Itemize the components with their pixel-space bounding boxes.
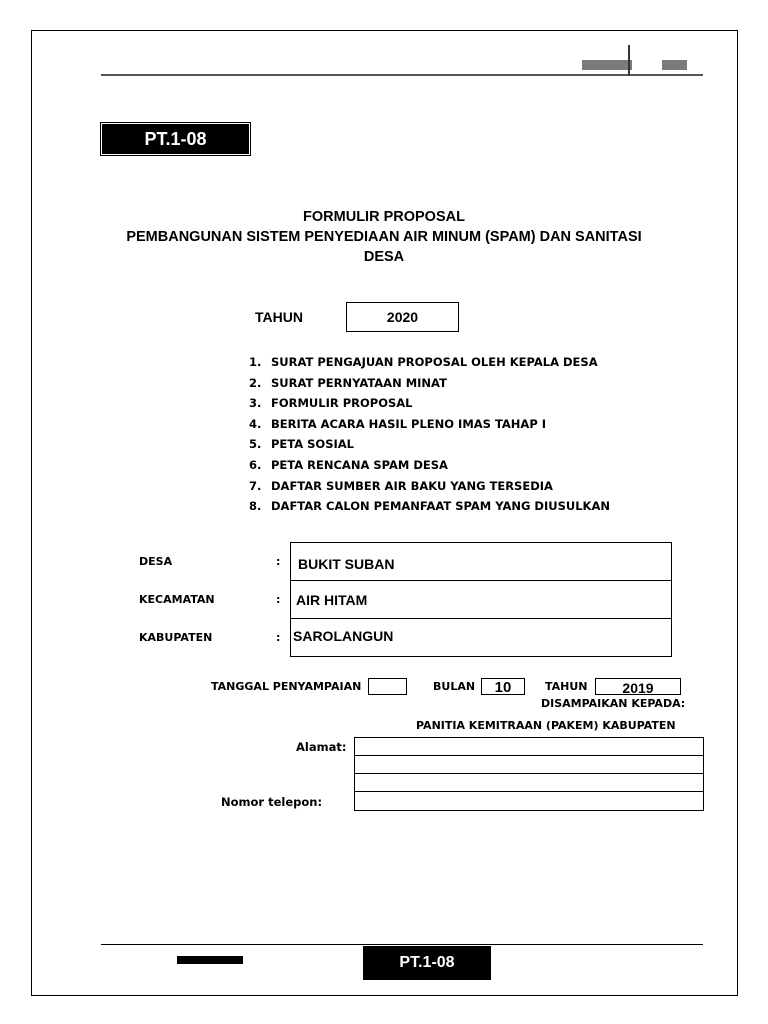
header-tick <box>628 45 630 75</box>
footer-bar <box>177 956 243 964</box>
alamat-field-3[interactable] <box>354 773 704 792</box>
requirements-list <box>249 355 669 520</box>
form-title: FORMULIR PROPOSAL <box>303 209 465 225</box>
bulan-field[interactable]: 10 <box>481 678 525 695</box>
list-item: 3. FORMULIR PROPOSAL <box>249 396 413 411</box>
alamat-label: Alamat: <box>296 740 347 754</box>
header-rule <box>101 74 703 76</box>
telepon-field[interactable] <box>354 791 704 811</box>
submission-tahun-label: TAHUN <box>545 680 588 693</box>
tahun-field[interactable]: 2020 <box>346 302 459 332</box>
tanggal-label: TANGGAL PENYAMPAIAN <box>211 680 362 693</box>
desa-label: DESA <box>139 555 173 568</box>
list-item: 4. BERITA ACARA HASIL PLENO IMAS TAHAP I <box>249 416 547 431</box>
footer-rule <box>101 944 703 945</box>
list-item: 8. DAFTAR CALON PEMANFAAT SPAM YANG DIUSULKAN <box>249 499 610 514</box>
list-item: 5. PETA SOSIAL <box>249 437 354 452</box>
footer-code-badge: PT.1-08 <box>363 946 491 980</box>
header-block-right <box>662 60 687 70</box>
disampaikan-label: DISAMPAIKAN KEPADA: <box>541 697 686 710</box>
list-item: 7. DAFTAR SUMBER AIR BAKU YANG TERSEDIA <box>249 478 553 493</box>
doc-code-badge: PT.1-08 <box>102 124 249 154</box>
submission-tahun-field[interactable]: 2019 <box>595 678 681 695</box>
list-item: 2. SURAT PERNYATAAN MINAT <box>249 375 447 390</box>
list-item: 6. PETA RENCANA SPAM DESA <box>249 457 448 472</box>
kabupaten-label: KABUPATEN <box>139 631 213 644</box>
kecamatan-field[interactable]: AIR HITAM <box>296 592 368 608</box>
location-row-divider <box>290 618 672 619</box>
form-subtitle: PEMBANGUNAN SISTEM PENYEDIAAN AIR MINUM (SPAM) DAN SANITASI <box>126 229 642 245</box>
bulan-label: BULAN <box>433 680 476 693</box>
tahun-label: TAHUN <box>255 309 303 325</box>
telepon-label: Nomor telepon: <box>221 795 323 809</box>
kecamatan-label: KECAMATAN <box>139 593 215 606</box>
form-subtitle-cont: DESA <box>363 249 405 265</box>
kabupaten-colon: : <box>276 631 281 644</box>
alamat-field-2[interactable] <box>354 755 704 774</box>
header-block-left <box>582 60 632 70</box>
desa-colon: : <box>276 555 281 568</box>
desa-field[interactable]: BUKIT SUBAN <box>298 556 395 572</box>
alamat-field-1[interactable] <box>354 737 704 756</box>
tanggal-field[interactable] <box>368 678 407 695</box>
recipient-label: PANITIA KEMITRAAN (PAKEM) KABUPATEN <box>416 719 676 732</box>
location-row-divider <box>290 580 672 581</box>
kabupaten-field[interactable]: SAROLANGUN <box>293 628 394 644</box>
kecamatan-colon: : <box>276 593 281 606</box>
list-item: 1. SURAT PENGAJUAN PROPOSAL OLEH KEPALA DESA <box>249 355 598 369</box>
